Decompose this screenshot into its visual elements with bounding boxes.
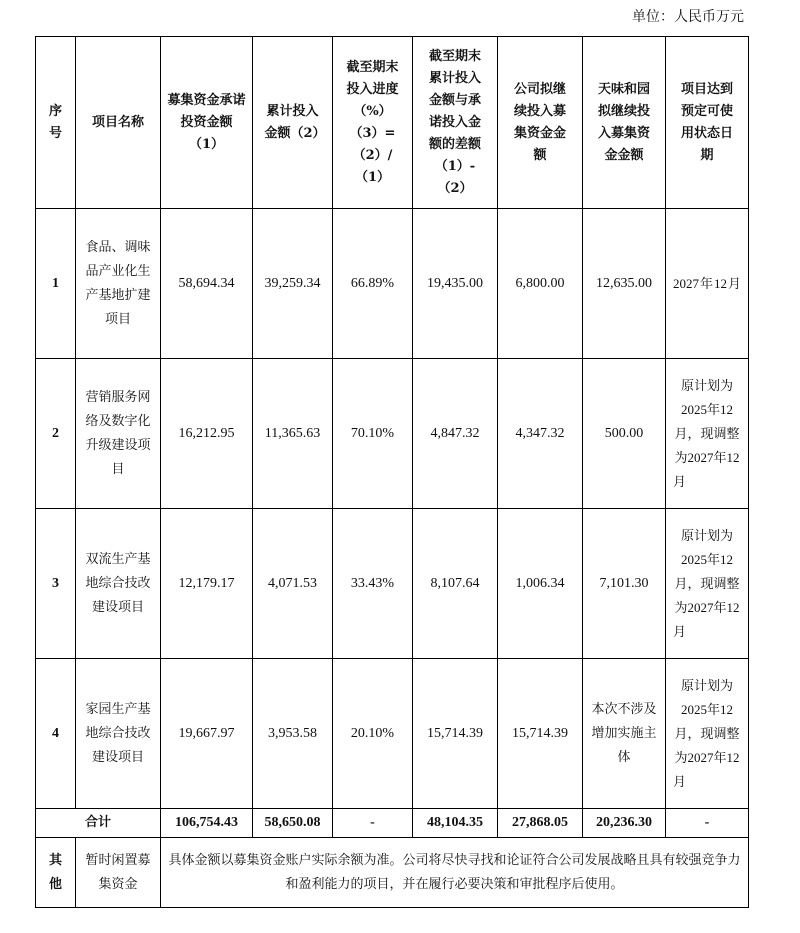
- row-progress: 66.89%: [333, 209, 413, 359]
- header-committed: 募集资金承诺投资金额（1）: [161, 37, 253, 209]
- row-date: 原计划为2025年12月，现调整为2027年12月: [666, 359, 749, 509]
- row-name: 家园生产基地综合技改建设项目: [76, 659, 161, 809]
- row-company-plan: 1,006.34: [498, 509, 583, 659]
- row-committed: 58,694.34: [161, 209, 253, 359]
- header-seq: 序号: [36, 37, 76, 209]
- header-cumulative: 累计投入金额（2）: [253, 37, 333, 209]
- header-name: 项目名称: [76, 37, 161, 209]
- row-tianwei-plan: 500.00: [583, 359, 666, 509]
- header-diff: 截至期末累计投入金额与承诺投入金额的差额（1）-（2）: [413, 37, 498, 209]
- total-cumulative: 58,650.08: [253, 809, 333, 838]
- row-name: 食品、调味品产业化生产基地扩建项目: [76, 209, 161, 359]
- header-row: [36, 37, 749, 209]
- other-label: 其他: [36, 838, 76, 908]
- row-date: 原计划为2025年12月，现调整为2027年12月: [666, 659, 749, 809]
- total-tianwei-plan: 20,236.30: [583, 809, 666, 838]
- row-diff: 19,435.00: [413, 209, 498, 359]
- total-row: [36, 809, 749, 838]
- table-row: [36, 509, 749, 659]
- row-diff: 8,107.64: [413, 509, 498, 659]
- row-seq: 3: [36, 509, 76, 659]
- row-progress: 70.10%: [333, 359, 413, 509]
- table-row: [36, 659, 749, 809]
- row-cumulative: 3,953.58: [253, 659, 333, 809]
- row-progress: 33.43%: [333, 509, 413, 659]
- row-name: 营销服务网络及数字化升级建设项目: [76, 359, 161, 509]
- row-seq: 1: [36, 209, 76, 359]
- other-text: 具体金额以募集资金账户实际余额为准。公司将尽快寻找和论证符合公司发展战略且具有较强竞争力和盈利能力的项目，并在履行必要决策和审批程序后使用。: [161, 838, 749, 908]
- header-company-plan: 公司拟继续投入募集资金金额: [498, 37, 583, 209]
- header-date: 项目达到预定可使用状态日期: [666, 37, 749, 209]
- other-row: [36, 838, 749, 908]
- row-company-plan: 4,347.32: [498, 359, 583, 509]
- total-company-plan: 27,868.05: [498, 809, 583, 838]
- row-cumulative: 39,259.34: [253, 209, 333, 359]
- total-diff: 48,104.35: [413, 809, 498, 838]
- row-date: 2027年12月: [666, 209, 749, 359]
- row-cumulative: 4,071.53: [253, 509, 333, 659]
- row-committed: 16,212.95: [161, 359, 253, 509]
- total-committed: 106,754.43: [161, 809, 253, 838]
- table-row: [36, 359, 749, 509]
- row-company-plan: 6,800.00: [498, 209, 583, 359]
- row-tianwei-plan: 本次不涉及增加实施主体: [583, 659, 666, 809]
- row-tianwei-plan: 7,101.30: [583, 509, 666, 659]
- row-company-plan: 15,714.39: [498, 659, 583, 809]
- row-committed: 19,667.97: [161, 659, 253, 809]
- total-progress: -: [333, 809, 413, 838]
- header-tianwei-plan: 天味和园拟继续投入募集资金金额: [583, 37, 666, 209]
- row-progress: 20.10%: [333, 659, 413, 809]
- unit-note: 单位：人民币万元: [632, 9, 744, 25]
- row-diff: 4,847.32: [413, 359, 498, 509]
- row-diff: 15,714.39: [413, 659, 498, 809]
- row-seq: 2: [36, 359, 76, 509]
- row-committed: 12,179.17: [161, 509, 253, 659]
- total-label: 合计: [36, 809, 161, 838]
- fund-usage-table: [35, 36, 749, 908]
- table-row: [36, 209, 749, 359]
- other-name: 暂时闲置募集资金: [76, 838, 161, 908]
- row-name: 双流生产基地综合技改建设项目: [76, 509, 161, 659]
- row-tianwei-plan: 12,635.00: [583, 209, 666, 359]
- row-cumulative: 11,365.63: [253, 359, 333, 509]
- total-date: -: [666, 809, 749, 838]
- row-date: 原计划为2025年12月，现调整为2027年12月: [666, 509, 749, 659]
- row-seq: 4: [36, 659, 76, 809]
- header-progress: 截至期末投入进度（%）（3）=（2）/（1）: [333, 37, 413, 209]
